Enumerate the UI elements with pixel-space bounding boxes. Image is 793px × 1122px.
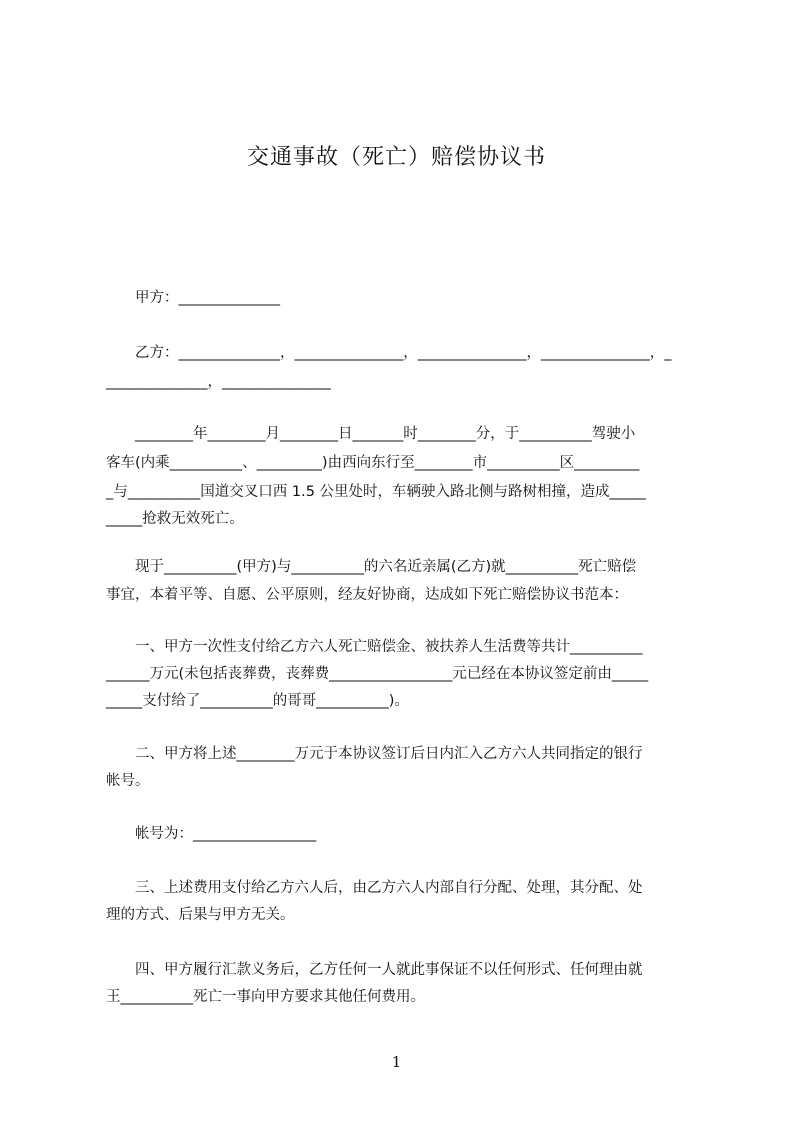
clause-1-line-2: ______万元(未包括丧葬费，丧葬费_________________元已经在本协议签定前由_____	[106, 666, 649, 682]
clause-2-line-2: 帐号。	[106, 773, 150, 789]
clause-3-line-1: 三、上述费用支付给乙方六人后，由乙方六人内部自行分配、处理，其分配、处	[106, 880, 643, 896]
agreement-line-1: 现于__________(甲方)与__________的六名近亲属(乙方)就__________死亡赔偿	[106, 559, 637, 575]
accident-line-4: _____抢救无效死亡。	[106, 511, 244, 527]
agreement-line-2: 事宜，本着平等、自愿、公平原则，经友好协商，达成如下死亡赔偿协议书范本：	[106, 587, 628, 603]
document-title: 交通事故（死亡）赔偿协议书	[246, 145, 546, 170]
page-number: 1	[391, 1053, 402, 1071]
clause-1-line-3: _____支付给了__________的哥哥__________)。	[106, 693, 409, 709]
clause-1-line-1: 一、甲方一次性支付给乙方六人死亡赔偿金、被扶养人生活费等共计__________	[106, 639, 643, 655]
clause-3-line-2: 理的方式、后果与甲方无关。	[106, 907, 295, 923]
account-number-line: 帐号为：_________________	[106, 826, 317, 842]
accident-line-3: _与__________国道交叉口西 1.5 公里处时，车辆驶入路北侧与路树相撞，造成_____	[106, 484, 646, 500]
clause-4-line-1: 四、甲方履行汇款义务后，乙方任何一人就此事保证不以任何形式、任何理由就	[106, 962, 643, 978]
party-b-line-1: 乙方：______________，_______________，_______________，_______________，_	[106, 345, 672, 361]
clause-2-line-1: 二、甲方将上述________万元于本协议签订后日内汇入乙方六人共同指定的银行	[106, 746, 643, 762]
clause-4-line-2: 王__________死亡一事向甲方要求其他任何费用。	[106, 989, 425, 1005]
accident-line-1: ________年________月________日_______时________分，于__________驾驶小	[106, 426, 636, 442]
party-a-line: 甲方：______________	[106, 290, 280, 306]
accident-line-2: 客车(内乘__________、_________)由西向东行至________市__________区_________	[106, 455, 640, 471]
party-b-line-2: ______________，_______________	[106, 374, 331, 390]
